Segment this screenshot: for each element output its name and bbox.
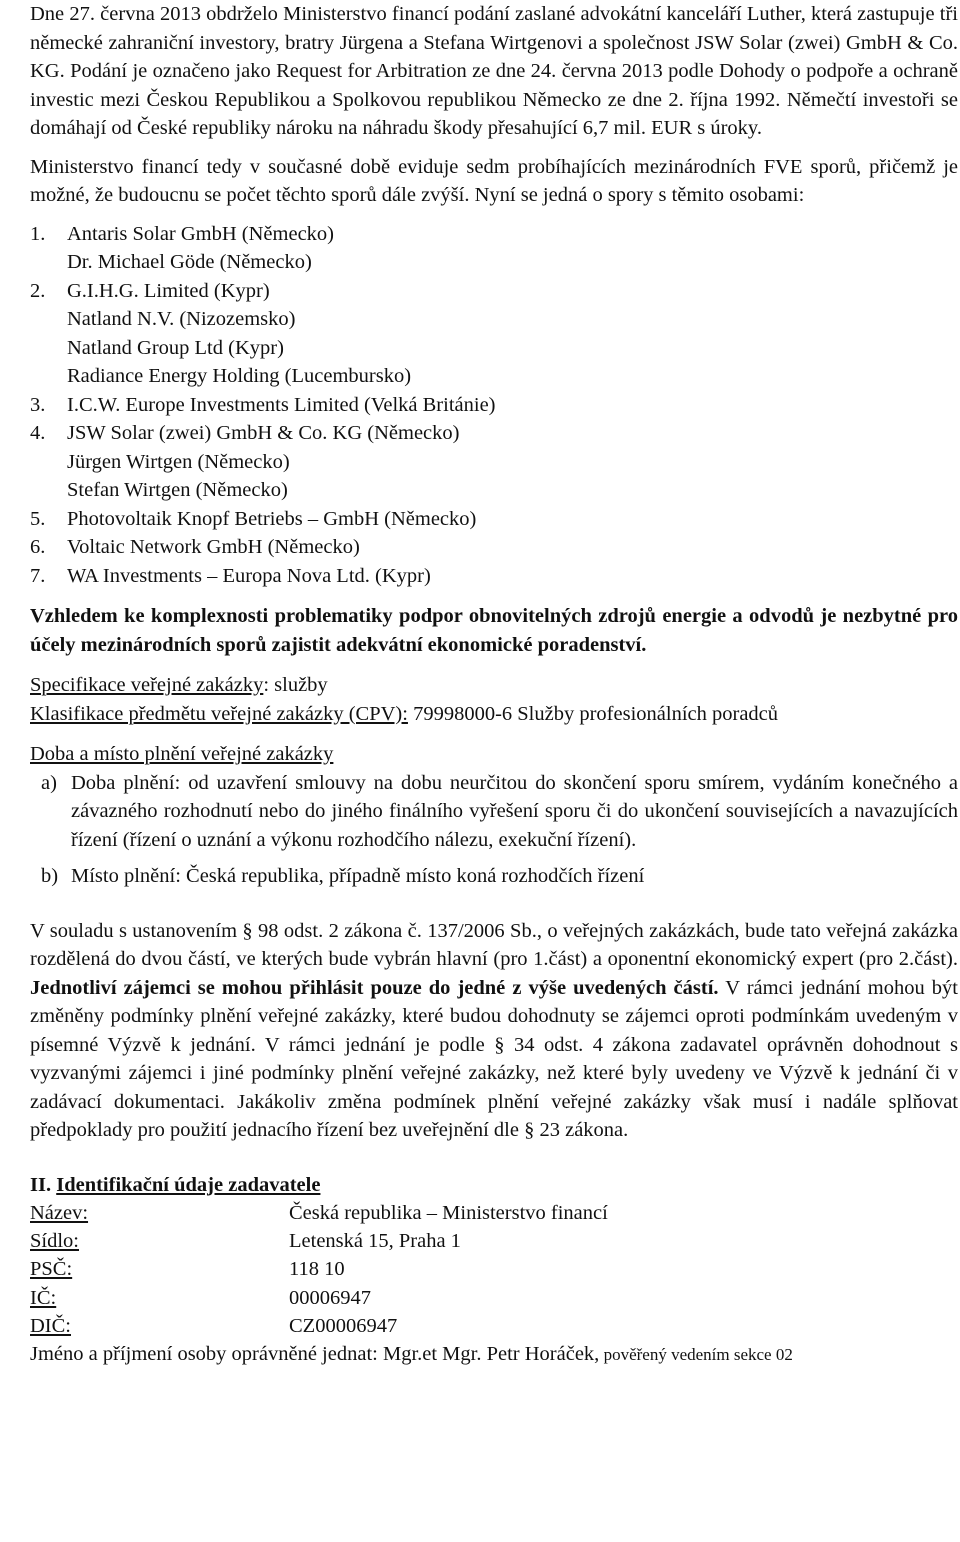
misto-text: Místo plnění: Česká republika, případně místo koná rozhodčích řízení <box>71 865 645 887</box>
id-label: Sídlo: <box>30 1230 79 1253</box>
list-item <box>30 220 958 277</box>
list-number: 5. <box>30 507 46 530</box>
legal-text-1: V souladu s ustanovením § 98 odst. 2 zákona č. 137/2006 Sb., o veřejných zakázkách, bude tato veřejná zakázka rozdělená do dvou částí, ve kterých bude vybrán hlavní (pro 1.část) a oponentní ekonomický expert (pro 2.část). <box>30 919 958 970</box>
section-heading-doba: Doba a místo plnění veřejné zakázky <box>30 743 334 765</box>
list-line: I.C.W. Europe Investments Limited (Velká Británie) <box>67 393 496 416</box>
id-row <box>30 1255 958 1283</box>
disputes-paragraph: Ministerstvo financí tedy v současné době eviduje sedm probíhajících mezinárodních FVE sporů, přičemž je možné, že budoucnu se počet těchto sporů dále zvýší. Nyní se jedná o spory s těmito osobami: <box>30 155 958 206</box>
id-label: IČ: <box>30 1286 57 1309</box>
list-number: 7. <box>30 564 46 587</box>
id-row <box>30 1284 958 1312</box>
id-label: DIČ: <box>30 1314 71 1337</box>
person-role: pověřený vedením sekce 02 <box>599 1344 793 1364</box>
list-item <box>30 505 958 534</box>
list-line: WA Investments – Europa Nova Ltd. (Kypr) <box>67 564 431 587</box>
section-heading <box>30 1171 958 1200</box>
list-line: Radiance Energy Holding (Lucembursko) <box>67 365 412 387</box>
disputes-list <box>30 220 958 591</box>
doba-item-b <box>30 862 958 891</box>
list-item <box>30 419 958 505</box>
id-row <box>30 1312 958 1340</box>
list-line: Natland Group Ltd (Kypr) <box>67 336 284 359</box>
list-number: 1. <box>30 222 46 245</box>
id-value: 118 10 <box>289 1258 345 1281</box>
list-line: G.I.H.G. Limited (Kypr) <box>67 279 270 302</box>
list-line: Natland N.V. (Nizozemsko) <box>67 308 296 330</box>
cpv-label: Klasifikace předmětu veřejné zakázky (CPV): <box>30 702 408 725</box>
list-line: Voltaic Network GmbH (Německo) <box>67 536 360 558</box>
list-line: Jürgen Wirtgen (Německo) <box>67 450 290 473</box>
spec-line-cpv <box>30 700 958 729</box>
id-value: CZ00006947 <box>289 1314 398 1337</box>
id-value: Letenská 15, Praha 1 <box>289 1230 461 1253</box>
section-number: II. <box>30 1173 52 1196</box>
id-row <box>30 1227 958 1255</box>
list-line: Dr. Michael Göde (Německo) <box>67 251 312 273</box>
list-number: 6. <box>30 536 46 558</box>
spec-value: : služby <box>263 674 328 696</box>
list-line: JSW Solar (zwei) GmbH & Co. KG (Německo) <box>67 422 460 444</box>
section-title: Identifikační údaje zadavatele <box>56 1173 321 1196</box>
intro-paragraph: Dne 27. června 2013 obdrželo Ministerstvo financí podání zaslané advokátní kanceláří Luther, která zastupuje tři německé zahraniční investory, bratry Jürgena a Stefana Wirtgenovi a společnost JSW Solar (zwei) GmbH & Co. KG. Podání je označeno jako Request for Arbitration ze dne 24. června 2013 podle Dohody o podpoře a ochraně investic mezi Českou Republikou a Spolkovou republikou Německo ze dne 2. října 1992. Němečtí investoři se domáhají od České republiky nároku na náhradu škody přesahující 6,7 mil. EUR s úroky. <box>30 3 958 139</box>
identification-table <box>30 1199 958 1369</box>
list-line: Stefan Wirtgen (Německo) <box>67 479 288 501</box>
list-line: Photovoltaik Knopf Betriebs – GmbH (Německo) <box>67 507 477 530</box>
id-label: Název: <box>30 1202 89 1224</box>
legal-bold: Jednotliví zájemci se mohou přihlásit pouze do jedné z výše uvedených částí. <box>30 976 719 999</box>
list-item <box>30 391 958 420</box>
list-item <box>30 277 958 391</box>
item-letter: b) <box>41 865 59 887</box>
id-row <box>30 1199 958 1227</box>
list-line: Antaris Solar GmbH (Německo) <box>67 222 335 245</box>
document-page <box>30 0 958 1369</box>
cpv-value: 79998000-6 Služby profesionálních poradců <box>407 702 779 725</box>
list-number: 3. <box>30 393 46 416</box>
authorized-person <box>30 1340 958 1370</box>
legal-paragraph <box>30 917 958 1145</box>
list-number: 2. <box>30 279 46 302</box>
advisory-statement: Vzhledem ke komplexnosti problematiky podpor obnovitelných zdrojů energie a odvodů je nezbytné pro účely mezinárodních sporů zajistit adekvátní ekonomické poradenství. <box>30 605 958 656</box>
specification-block <box>30 671 958 728</box>
doba-text: Doba plnění: od uzavření smlouvy na dobu neurčitou do skončení sporu smírem, vydáním konečného a závazného rozhodnutí nebo do jiného finálního vyřešení sporu či do ukončení souvisejících a navazujících řízení (řízení o uznání a výkonu rozhodčího nálezu, exekuční řízení). <box>71 771 958 851</box>
id-label: PSČ: <box>30 1258 73 1281</box>
list-item <box>30 533 958 562</box>
spec-label: Specifikace veřejné zakázky <box>30 674 264 696</box>
spec-line-type <box>30 671 958 700</box>
id-value: Česká republika – Ministerstvo financí <box>289 1202 608 1224</box>
person-label: Jméno a příjmení osoby oprávněné jednat: Mgr.et Mgr. Petr Horáček, <box>30 1342 600 1365</box>
doba-item-a <box>30 769 958 855</box>
legal-text-2: V rámci jednání mohou být změněny podmínky plnění veřejné zakázky, které budou dohodnuty se zájemci oproti podmínkám uvedeným v písemné Výzvě k jednání. V rámci jednání je podle § 34 odst. 4 zákona zadavatel oprávněn dohodnout s vyzvanými zájemci i jiné podmínky plnění veřejné zakázky, než které byly uvedeny ve Výzvě k jednání či v zadávací dokumentaci. Jakákoliv změna podmínek plnění veřejné zakázky však musí i nadále splňovat předpoklady pro použití jednacího řízení bez uveřejnění dle § 23 zákona. <box>30 976 958 1141</box>
list-item <box>30 562 958 591</box>
id-value: 00006947 <box>289 1286 371 1309</box>
list-number: 4. <box>30 422 46 444</box>
item-letter: a) <box>41 771 57 794</box>
